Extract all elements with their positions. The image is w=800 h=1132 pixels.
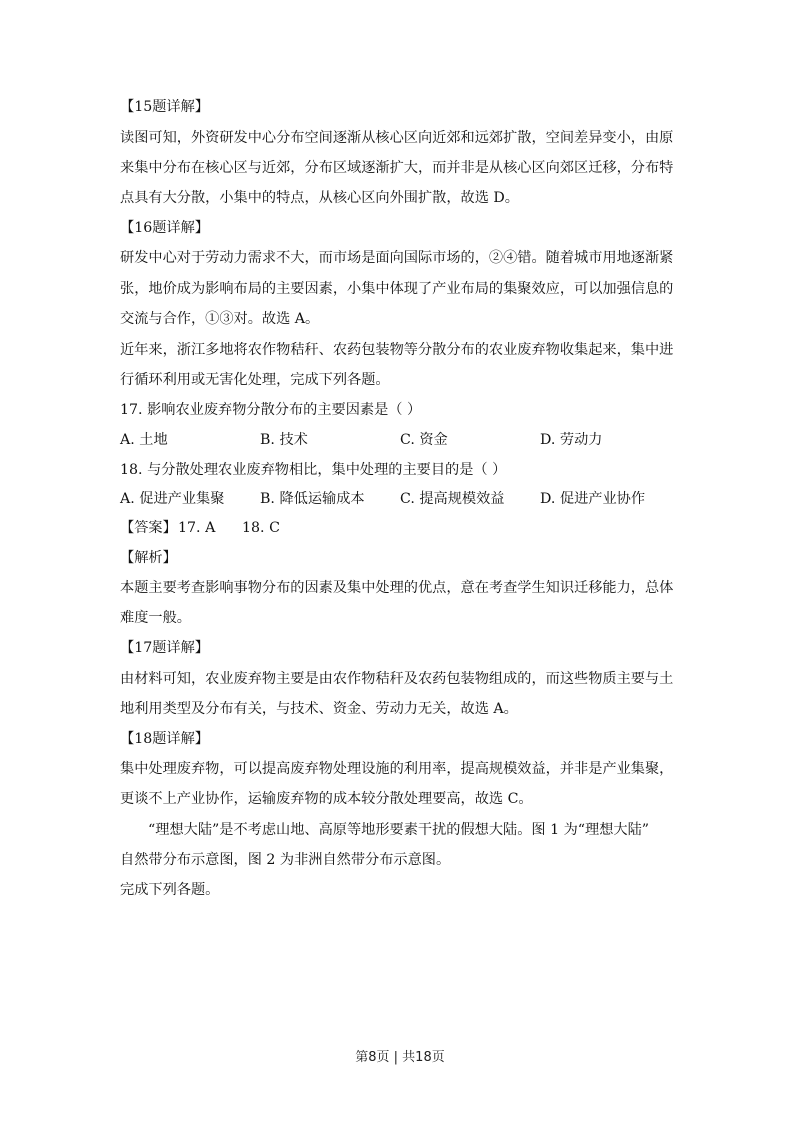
section-intro-line: 自然带分布示意图，图 2 为非洲自然带分布示意图。 <box>120 852 451 868</box>
q18-option-c: C. 提高规模效益 <box>400 491 505 507</box>
q17-option-d: D. 劳动力 <box>540 432 603 448</box>
q15-text-line: 来集中分布在核心区与近郊，分布区域逐渐扩大，而并非是从核心区向郊区迁移，分布特 <box>120 160 674 176</box>
q18-options <box>120 489 700 509</box>
analysis-line: 本题主要考查影响事物分布的因素及集中处理的优点，意在考查学生知识迁移能力，总体 <box>120 580 674 596</box>
q16-text-line: 交流与合作，①③对。故选 A。 <box>120 311 320 327</box>
q17-detail-heading: 【17题详解】 <box>120 640 209 656</box>
answer-18: 18. C <box>242 520 280 536</box>
analysis-line: 难度一般。 <box>120 610 191 626</box>
q17-option-b: B. 技术 <box>260 432 308 448</box>
q15-heading: 【15题详解】 <box>120 99 209 115</box>
section-intro-line: “理想大陆”是不考虑山地、高原等地形要素干扰的假想大陆。图 1 为“理想大陆” <box>148 822 650 838</box>
q18-stem: 18. 与分散处理农业废弃物相比，集中处理的主要目的是（ ） <box>120 462 507 478</box>
q15-text-line: 读图可知，外资研发中心分布空间逐渐从核心区向近郊和远郊扩散，空间差异变小，由原 <box>120 130 674 146</box>
analysis-heading: 【解析】 <box>120 550 177 566</box>
intro-line: 近年来，浙江多地将农作物秸秆、农药包装物等分散分布的农业废弃物收集起来，集中进 <box>120 342 674 358</box>
section-intro-line: 完成下列各题。 <box>120 882 220 898</box>
page-footer: 第8页 | 共18页 <box>355 1050 445 1065</box>
answer-line <box>120 518 700 538</box>
q17-options <box>120 430 700 450</box>
intro-line: 行循环利用或无害化处理，完成下列各题。 <box>120 372 390 388</box>
q17-detail-line: 由材料可知，农业废弃物主要是由农作物秸秆及农药包装物组成的，而这些物质主要与土 <box>120 671 674 687</box>
answer-label: 【答案】 <box>120 520 177 536</box>
q15-text-line: 点具有大分散，小集中的特点，从核心区向外围扩散，故选 D。 <box>120 190 519 206</box>
q17-option-a: A. 土地 <box>120 432 168 448</box>
q16-heading: 【16题详解】 <box>120 220 209 236</box>
answer-17: 17. A <box>178 520 216 536</box>
q17-stem: 17. 影响农业废弃物分散分布的主要因素是（ ） <box>120 402 422 418</box>
q18-detail-line: 更谈不上产业协作，运输废弃物的成本较分散处理要高，故选 C。 <box>120 791 533 807</box>
q18-option-a: A. 促进产业集聚 <box>120 491 225 507</box>
q18-option-d: D. 促进产业协作 <box>540 491 646 507</box>
q16-text-line: 张，地价成为影响布局的主要因素，小集中体现了产业布局的集聚效应，可以加强信息的 <box>120 281 674 297</box>
q18-option-b: B. 降低运输成本 <box>260 491 365 507</box>
q16-text-line: 研发中心对于劳动力需求不大，而市场是面向国际市场的，②④错。随着城市用地逐渐紧 <box>120 250 674 266</box>
q18-detail-heading: 【18题详解】 <box>120 731 209 747</box>
q17-option-c: C. 资金 <box>400 432 448 448</box>
q18-detail-line: 集中处理废弃物，可以提高废弃物处理设施的利用率，提高规模效益，并非是产业集聚， <box>120 761 674 777</box>
q17-detail-line: 地利用类型及分布有关，与技术、资金、劳动力无关，故选 A。 <box>120 701 518 717</box>
